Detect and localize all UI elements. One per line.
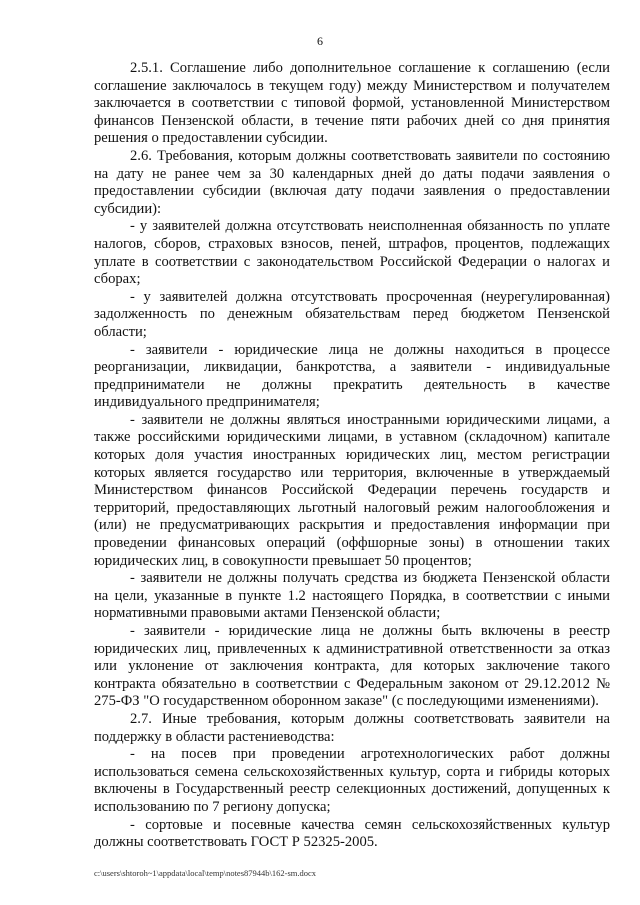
requirement-no-liquidation: - заявители - юридические лица не должны находиться в процессе реорганизации, ликвидации, банкротства, а заявители - индивидуальные предприниматели не должны прекратить деятельность в качестве индивидуального предпринимателя; bbox=[94, 341, 610, 411]
paragraph-2-5-1: 2.5.1. Соглашение либо дополнительное соглашение к соглашению (если соглашение заключалось в текущем году) между Министерством и получателем заключается в соответствии с типовой формой, установленной Министерством финансов Пензенской области, в течение пяти рабочих дней со дня принятия решения о предоставлении субсидии. bbox=[94, 60, 610, 147]
document-body bbox=[94, 60, 610, 852]
requirement-seed-quality: - сортовые и посевные качества семян сельскохозяйственных культур должны соответствовать ГОСТ Р 52325-2005. bbox=[94, 816, 610, 851]
requirement-no-tax-debt: - у заявителей должна отсутствовать неисполненная обязанность по уплате налогов, сборов, страховых взносов, пеней, штрафов, процентов, подлежащих уплате в соответствии с законодательством Российской Федерации о налогах и сборах; bbox=[94, 218, 610, 288]
page-number: 6 bbox=[317, 34, 323, 48]
requirement-no-budget-debt: - у заявителей должна отсутствовать просроченная (неурегулированная) задолженность по денежным обязательствам перед бюджетом Пензенской области; bbox=[94, 288, 610, 340]
footer-file-path: c:\users\shtoroh~1\appdata\local\temp\notes87944b\162-sm.docx bbox=[94, 868, 317, 878]
requirement-not-foreign-entity: - заявители не должны являться иностранными юридическими лицами, а также российскими юридическими лицами, в уставном (складочном) капитале которых доля участия иностранных юридических лиц, местом регистрации которых является государство или территория, включенные в утверждаемый Министерством финансов Российской Федерации перечень государств и территорий, предоставляющих льготный налоговый режим налогообложения и (или) не предусматривающих раскрытия и предоставления информации при проведении финансовых операций (оффшорные зоны) в отношении таких юридических лиц, в совокупности превышает 50 процентов; bbox=[94, 411, 610, 569]
paragraph-2-7: 2.7. Иные требования, которым должны соответствовать заявители на поддержку в области растениеводства: bbox=[94, 710, 610, 745]
paragraph-2-6: 2.6. Требования, которым должны соответствовать заявители по состоянию на дату не ранее чем за 30 календарных дней до даты подачи заявления о предоставлении субсидии (включая дату подачи заявления о предоставлении субсидии): bbox=[94, 147, 610, 217]
requirement-no-duplicate-funding: - заявители не должны получать средства из бюджета Пензенской области на цели, указанные в пункте 1.2 настоящего Порядка, в соответствии с иными нормативными правовыми актами Пензенской области; bbox=[94, 570, 610, 622]
requirement-not-in-registry: - заявители - юридические лица не должны быть включены в реестр юридических лиц, привлеченных к административной ответственности за отказ или уклонение от заключения контракта, для которых заключение такого контракта обязательно в соответствии с Федеральным законом от 29.12.2012 № 275-ФЗ "О государственном оборонном заказе" (с последующими изменениями). bbox=[94, 623, 610, 710]
requirement-registered-seeds: - на посев при проведении агротехнологических работ должны использоваться семена сельскохозяйственных культур, сорта и гибриды которых включены в Государственный реестр селекционных достижений, допущенных к использованию по 7 региону допуска; bbox=[94, 746, 610, 815]
